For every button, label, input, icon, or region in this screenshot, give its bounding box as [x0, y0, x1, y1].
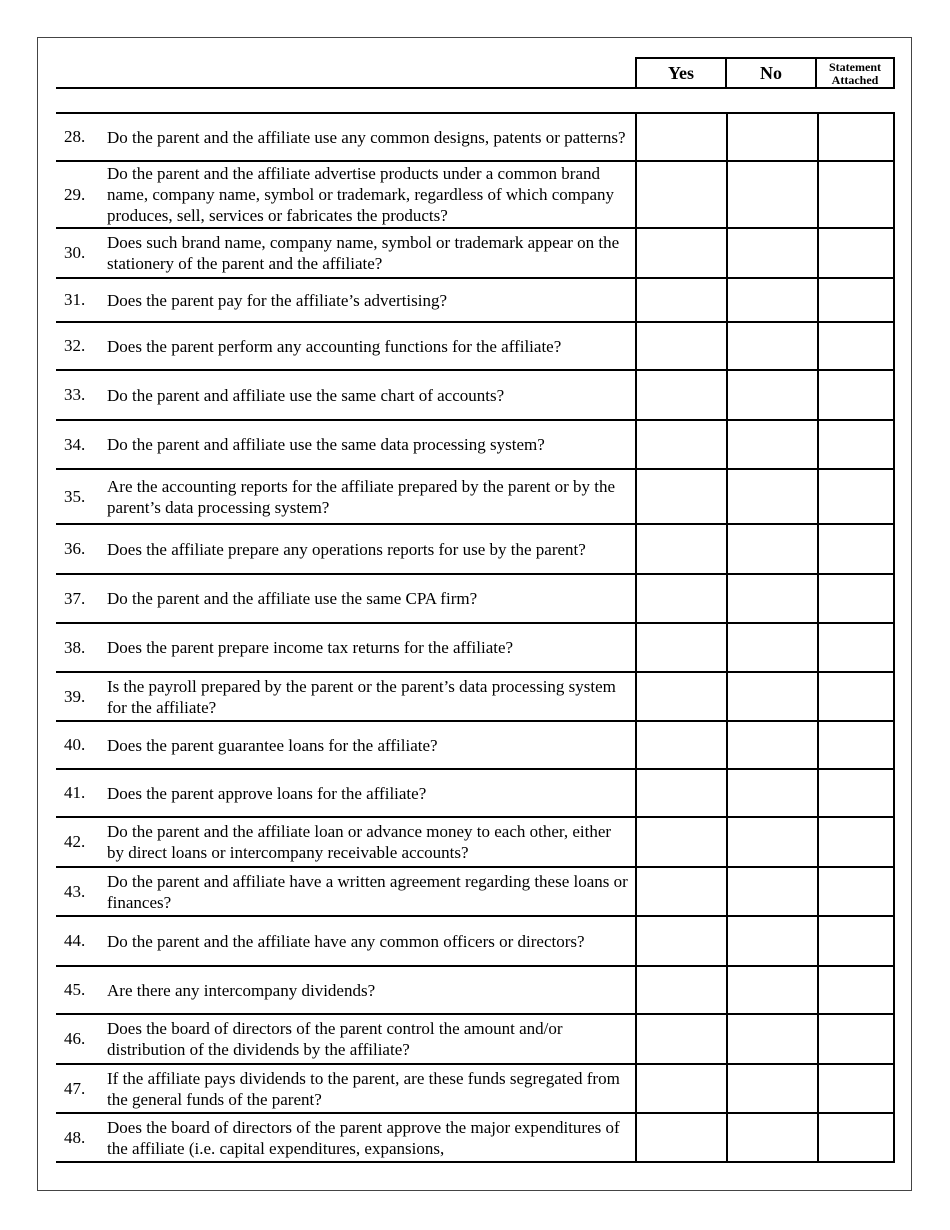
no-answer-cell[interactable] — [726, 323, 817, 369]
question-row — [56, 1114, 895, 1163]
yes-answer-cell[interactable] — [635, 1015, 726, 1063]
question-number: 42. — [64, 832, 86, 851]
question-number: 46. — [64, 1029, 86, 1048]
yes-answer-cell[interactable] — [635, 323, 726, 369]
question-row — [56, 1015, 895, 1065]
question-row — [56, 770, 895, 818]
header-rule — [56, 87, 895, 89]
no-answer-cell[interactable] — [726, 114, 817, 160]
question-row — [56, 818, 895, 868]
question-text: Does the parent perform any accounting functions for the affiliate? — [107, 336, 562, 356]
question-number: 41. — [64, 783, 86, 802]
question-text: Does the parent prepare income tax returns for the affiliate? — [107, 638, 514, 657]
question-row — [56, 114, 895, 162]
statement-label: Statement — [829, 59, 881, 74]
question-row — [56, 868, 895, 917]
question-text: Do the parent and the affiliate use any common designs, patents or patterns? — [107, 127, 626, 147]
question-text: Are there any intercompany dividends? — [107, 980, 376, 1000]
question-text: Does the board of directors of the parent approve the major expenditures of the affiliate (i.e. capital expenditures, expansions, — [107, 1117, 620, 1158]
yes-answer-cell[interactable] — [635, 624, 726, 671]
statement-attached-cell[interactable] — [817, 818, 895, 866]
statement-attached-cell[interactable] — [817, 371, 895, 419]
question-row — [56, 525, 895, 575]
question-text: If the affiliate pays dividends to the parent, are these funds segregated from the general funds of the parent? — [107, 1068, 620, 1109]
question-row — [56, 162, 895, 229]
yes-label: Yes — [668, 63, 694, 83]
question-number: 35. — [64, 486, 86, 506]
question-number: 36. — [64, 539, 86, 558]
question-number: 31. — [64, 290, 86, 309]
question-row — [56, 421, 895, 470]
statement-attached-cell[interactable] — [817, 770, 895, 816]
question-text: Do the parent and the affiliate advertise products under a common brand name, company name, symbol or trademark, regardless of which company produces, sell, services or fabricates the products? — [107, 164, 615, 225]
question-text: Do the parent and affiliate use the same data processing system? — [107, 435, 545, 454]
statement-attached-cell[interactable] — [817, 1015, 895, 1063]
statement-attached-cell[interactable] — [817, 114, 895, 160]
question-text: Does the parent approve loans for the affiliate? — [107, 783, 427, 803]
yes-answer-cell[interactable] — [635, 279, 726, 321]
statement-attached-cell[interactable] — [817, 525, 895, 573]
statement-attached-cell[interactable] — [817, 624, 895, 671]
statement-attached-cell[interactable] — [817, 1114, 895, 1161]
yes-answer-cell[interactable] — [635, 229, 726, 277]
no-answer-cell[interactable] — [726, 770, 817, 816]
yes-answer-cell[interactable] — [635, 1114, 726, 1161]
question-number: 29. — [64, 184, 86, 204]
yes-answer-cell[interactable] — [635, 371, 726, 419]
no-answer-cell[interactable] — [726, 868, 817, 915]
no-answer-cell[interactable] — [726, 279, 817, 321]
no-answer-cell[interactable] — [726, 371, 817, 419]
question-row — [56, 624, 895, 673]
statement-attached-cell[interactable] — [817, 279, 895, 321]
yes-answer-cell[interactable] — [635, 525, 726, 573]
yes-answer-cell[interactable] — [635, 673, 726, 720]
question-number: 47. — [64, 1078, 86, 1098]
question-number: 34. — [64, 434, 86, 454]
question-text: Is the payroll prepared by the parent or the parent’s data processing system for the affiliate? — [107, 676, 616, 717]
statement-attached-cell[interactable] — [817, 722, 895, 768]
yes-answer-cell[interactable] — [635, 967, 726, 1013]
statement-attached-cell[interactable] — [817, 323, 895, 369]
question-row — [56, 673, 895, 722]
no-answer-cell[interactable] — [726, 1065, 817, 1112]
attached-label: Attached — [831, 72, 879, 87]
question-number: 32. — [64, 336, 86, 355]
statement-attached-cell[interactable] — [817, 868, 895, 915]
question-text: Do the parent and the affiliate use the same CPA firm? — [107, 589, 478, 608]
question-text: Do the parent and affiliate use the same chart of accounts? — [107, 385, 505, 405]
question-text: Do the parent and the affiliate have any common officers or directors? — [107, 931, 585, 951]
statement-attached-cell[interactable] — [817, 673, 895, 720]
no-answer-cell[interactable] — [726, 967, 817, 1013]
statement-attached-cell[interactable] — [817, 1065, 895, 1112]
yes-answer-cell[interactable] — [635, 770, 726, 816]
question-text: Do the parent and the affiliate loan or advance money to each other, either by direct loans or intercompany receivable accounts? — [107, 822, 612, 862]
question-number: 45. — [64, 980, 86, 999]
yes-answer-cell[interactable] — [635, 722, 726, 768]
question-row — [56, 279, 895, 323]
yes-answer-cell[interactable] — [635, 162, 726, 227]
yes-column-header — [635, 57, 727, 88]
questions-table — [56, 112, 895, 1163]
no-answer-cell[interactable] — [726, 673, 817, 720]
yes-answer-cell[interactable] — [635, 114, 726, 160]
no-column-header — [725, 57, 817, 88]
question-row — [56, 470, 895, 525]
question-number: 33. — [64, 385, 86, 404]
question-text: Does the board of directors of the parent control the amount and/or distribution of the dividends by the affiliate? — [107, 1019, 563, 1059]
question-row — [56, 917, 895, 967]
no-answer-cell[interactable] — [726, 162, 817, 227]
yes-answer-cell[interactable] — [635, 868, 726, 915]
yes-answer-cell[interactable] — [635, 421, 726, 468]
question-row — [56, 323, 895, 371]
yes-answer-cell[interactable] — [635, 1065, 726, 1112]
no-answer-cell[interactable] — [726, 917, 817, 965]
no-answer-cell[interactable] — [726, 1015, 817, 1063]
no-label: No — [760, 63, 782, 83]
question-text: Does such brand name, company name, symbol or trademark appear on the stationery of the parent and the affiliate? — [107, 233, 620, 273]
question-text: Does the parent guarantee loans for the affiliate? — [107, 735, 438, 755]
question-number: 30. — [64, 243, 86, 262]
question-row — [56, 1065, 895, 1114]
yes-answer-cell[interactable] — [635, 575, 726, 622]
yes-answer-cell[interactable] — [635, 470, 726, 523]
no-answer-cell[interactable] — [726, 470, 817, 523]
question-text: Does the parent pay for the affiliate’s advertising? — [107, 290, 448, 310]
question-row — [56, 967, 895, 1015]
statement-attached-cell[interactable] — [817, 575, 895, 622]
question-number: 40. — [64, 735, 86, 754]
question-row — [56, 371, 895, 421]
question-number: 37. — [64, 588, 86, 608]
question-text: Are the accounting reports for the affiliate prepared by the parent or by the parent’s data processing system? — [107, 476, 616, 517]
statement-attached-cell[interactable] — [817, 162, 895, 227]
yes-answer-cell[interactable] — [635, 818, 726, 866]
no-answer-cell[interactable] — [726, 1114, 817, 1161]
statement-attached-cell[interactable] — [817, 470, 895, 523]
statement-attached-cell[interactable] — [817, 967, 895, 1013]
statement-attached-cell[interactable] — [817, 229, 895, 277]
question-text: Does the affiliate prepare any operations reports for use by the parent? — [107, 539, 586, 559]
statement-attached-cell[interactable] — [817, 421, 895, 468]
question-row — [56, 229, 895, 279]
no-answer-cell[interactable] — [726, 818, 817, 866]
question-row — [56, 575, 895, 624]
question-number: 39. — [64, 686, 86, 706]
question-number: 28. — [64, 127, 86, 146]
no-answer-cell[interactable] — [726, 575, 817, 622]
no-answer-cell[interactable] — [726, 229, 817, 277]
no-answer-cell[interactable] — [726, 421, 817, 468]
question-number: 43. — [64, 881, 86, 901]
question-number: 38. — [64, 637, 86, 657]
no-answer-cell[interactable] — [726, 722, 817, 768]
no-answer-cell[interactable] — [726, 624, 817, 671]
no-answer-cell[interactable] — [726, 525, 817, 573]
yes-answer-cell[interactable] — [635, 917, 726, 965]
question-number: 48. — [64, 1127, 86, 1147]
statement-attached-cell[interactable] — [817, 917, 895, 965]
question-number: 44. — [64, 931, 86, 950]
question-text: Do the parent and affiliate have a written agreement regarding these loans or finances? — [107, 871, 628, 912]
question-row — [56, 722, 895, 770]
statement-attached-column-header — [815, 57, 895, 88]
